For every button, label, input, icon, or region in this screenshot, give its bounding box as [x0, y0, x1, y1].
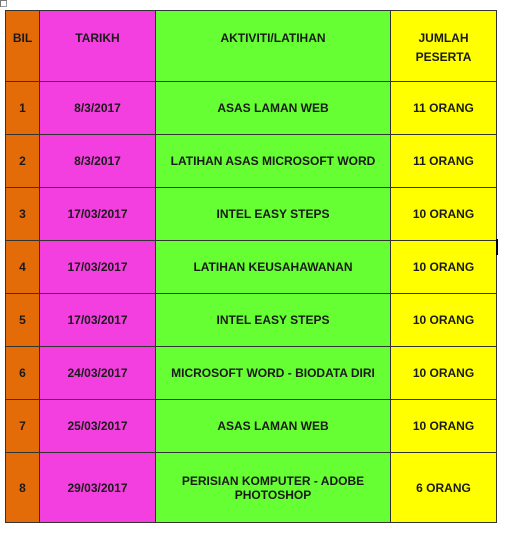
cell-aktiviti: LATIHAN ASAS MICROSOFT WORD	[156, 135, 391, 188]
cell-jumlah: 6 ORANG	[391, 453, 497, 523]
table-row	[6, 453, 497, 523]
cell-bil: 7	[6, 400, 40, 453]
header-jumlah-line1: JUMLAH	[418, 31, 469, 45]
cell-aktiviti: INTEL EASY STEPS	[156, 294, 391, 347]
cell-jumlah: 10 ORANG	[391, 241, 497, 294]
cell-tarikh: 25/03/2017	[40, 400, 156, 453]
cell-tarikh: 17/03/2017	[40, 241, 156, 294]
table-row	[6, 82, 497, 135]
cell-jumlah: 11 ORANG	[391, 135, 497, 188]
cell-jumlah: 10 ORANG	[391, 400, 497, 453]
cell-bil: 2	[6, 135, 40, 188]
table-body	[6, 82, 497, 523]
header-jumlah-line2: PESERTA	[415, 50, 472, 64]
cell-aktiviti: LATIHAN KEUSAHAWANAN	[156, 241, 391, 294]
activity-table	[5, 10, 497, 523]
table-row	[6, 135, 497, 188]
table-row	[6, 400, 497, 453]
table-row	[6, 347, 497, 400]
cell-bil: 4	[6, 241, 40, 294]
header-aktiviti: AKTIVITI/LATIHAN	[156, 11, 391, 82]
cell-aktiviti: ASAS LAMAN WEB	[156, 400, 391, 453]
cell-bil: 6	[6, 347, 40, 400]
cell-tarikh: 29/03/2017	[40, 453, 156, 523]
table-row	[6, 294, 497, 347]
cell-jumlah: 10 ORANG	[391, 347, 497, 400]
cell-tarikh: 24/03/2017	[40, 347, 156, 400]
cell-bil: 1	[6, 82, 40, 135]
cell-aktiviti: INTEL EASY STEPS	[156, 188, 391, 241]
cell-aktiviti: MICROSOFT WORD - BIODATA DIRI	[156, 347, 391, 400]
header-row	[6, 11, 497, 82]
cell-tarikh: 8/3/2017	[40, 82, 156, 135]
cell-aktiviti: PERISIAN KOMPUTER - ADOBE PHOTOSHOP	[156, 453, 391, 523]
cell-bil: 5	[6, 294, 40, 347]
text-cursor	[496, 239, 498, 255]
cell-jumlah: 10 ORANG	[391, 294, 497, 347]
cell-jumlah: 11 ORANG	[391, 82, 497, 135]
cell-tarikh: 17/03/2017	[40, 188, 156, 241]
table-row	[6, 188, 497, 241]
header-bil: BIL	[6, 11, 40, 82]
cell-bil: 3	[6, 188, 40, 241]
table-row	[6, 241, 497, 294]
header-jumlah-peserta	[391, 11, 497, 82]
cell-aktiviti: ASAS LAMAN WEB	[156, 82, 391, 135]
cell-tarikh: 8/3/2017	[40, 135, 156, 188]
cell-jumlah: 10 ORANG	[391, 188, 497, 241]
cell-bil: 8	[6, 453, 40, 523]
header-tarikh: TARIKH	[40, 11, 156, 82]
page-corner-marker	[1, 1, 7, 7]
cell-tarikh: 17/03/2017	[40, 294, 156, 347]
